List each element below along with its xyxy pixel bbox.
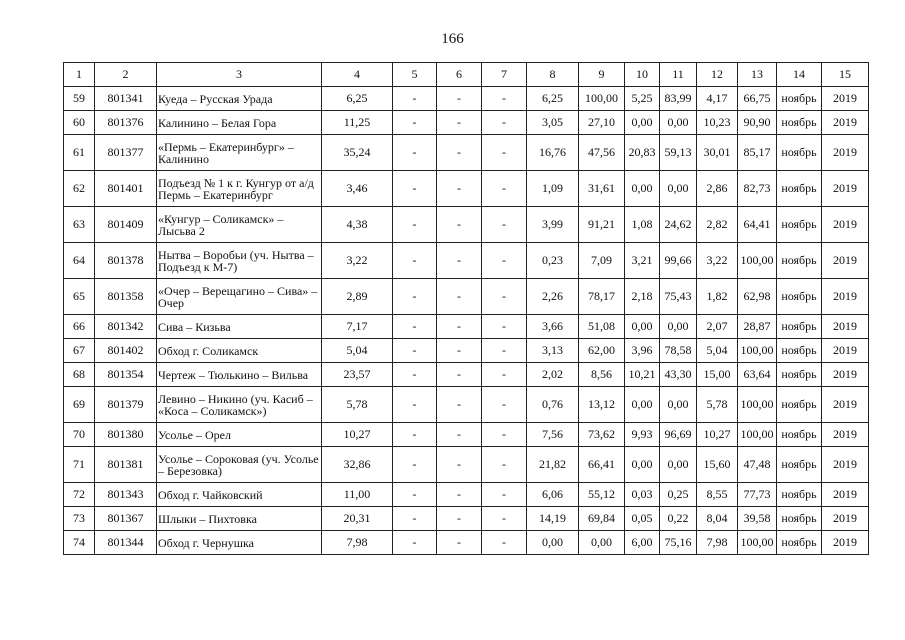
- col13-cell: 63,64: [738, 363, 777, 387]
- col6-cell: -: [437, 111, 482, 135]
- col10-cell: 0,05: [625, 507, 660, 531]
- col6-cell: -: [437, 387, 482, 423]
- col5-cell: -: [393, 339, 437, 363]
- table-row: [64, 111, 869, 135]
- col12-cell: 5,04: [697, 339, 738, 363]
- col10-cell: 6,00: [625, 531, 660, 555]
- year-cell: 2019: [822, 243, 869, 279]
- month-cell: ноябрь: [777, 531, 822, 555]
- month-cell: ноябрь: [777, 387, 822, 423]
- year-cell: 2019: [822, 447, 869, 483]
- col7-cell: -: [482, 531, 527, 555]
- table-row: [64, 483, 869, 507]
- col11-cell: 0,22: [660, 507, 697, 531]
- col5-cell: -: [393, 447, 437, 483]
- length-cell: 3,46: [322, 171, 393, 207]
- col13-cell: 100,00: [738, 423, 777, 447]
- col11-cell: 83,99: [660, 87, 697, 111]
- col11-cell: 59,13: [660, 135, 697, 171]
- road-name-cell: «Пермь – Екатеринбург» – Калинино: [157, 135, 322, 171]
- table-row: [64, 207, 869, 243]
- year-cell: 2019: [822, 111, 869, 135]
- col8-cell: 6,06: [527, 483, 579, 507]
- col12-cell: 8,04: [697, 507, 738, 531]
- col10-cell: 5,25: [625, 87, 660, 111]
- col7-cell: -: [482, 483, 527, 507]
- road-name-cell: Обход г. Чернушка: [157, 531, 322, 555]
- col11-cell: 0,00: [660, 315, 697, 339]
- col10-cell: 2,18: [625, 279, 660, 315]
- col7-cell: -: [482, 111, 527, 135]
- column-header: 7: [482, 63, 527, 87]
- col6-cell: -: [437, 363, 482, 387]
- col6-cell: -: [437, 339, 482, 363]
- col10-cell: 0,00: [625, 111, 660, 135]
- length-cell: 23,57: [322, 363, 393, 387]
- col8-cell: 7,56: [527, 423, 579, 447]
- month-cell: ноябрь: [777, 111, 822, 135]
- column-header: 10: [625, 63, 660, 87]
- col8-cell: 14,19: [527, 507, 579, 531]
- col7-cell: -: [482, 363, 527, 387]
- year-cell: 2019: [822, 531, 869, 555]
- col7-cell: -: [482, 207, 527, 243]
- road-repair-table: [63, 62, 869, 555]
- row-number-cell: 65: [64, 279, 95, 315]
- year-cell: 2019: [822, 87, 869, 111]
- road-name-cell: «Кунгур – Соликамск» – Лысьва 2: [157, 207, 322, 243]
- col9-cell: 91,21: [579, 207, 625, 243]
- col9-cell: 66,41: [579, 447, 625, 483]
- table-row: [64, 135, 869, 171]
- col8-cell: 3,13: [527, 339, 579, 363]
- col7-cell: -: [482, 279, 527, 315]
- col11-cell: 0,00: [660, 171, 697, 207]
- road-name-cell: «Очер – Верещагино – Сива» – Очер: [157, 279, 322, 315]
- road-code-cell: 801379: [95, 387, 157, 423]
- month-cell: ноябрь: [777, 363, 822, 387]
- col8-cell: 6,25: [527, 87, 579, 111]
- column-header: 5: [393, 63, 437, 87]
- road-name-cell: Шлыки – Пихтовка: [157, 507, 322, 531]
- road-name-cell: Усолье – Орел: [157, 423, 322, 447]
- col12-cell: 10,23: [697, 111, 738, 135]
- col8-cell: 3,66: [527, 315, 579, 339]
- col6-cell: -: [437, 171, 482, 207]
- col10-cell: 0,00: [625, 315, 660, 339]
- col13-cell: 85,17: [738, 135, 777, 171]
- road-code-cell: 801378: [95, 243, 157, 279]
- length-cell: 7,17: [322, 315, 393, 339]
- month-cell: ноябрь: [777, 447, 822, 483]
- length-cell: 11,00: [322, 483, 393, 507]
- col8-cell: 2,26: [527, 279, 579, 315]
- col6-cell: -: [437, 531, 482, 555]
- length-cell: 7,98: [322, 531, 393, 555]
- row-number-cell: 73: [64, 507, 95, 531]
- col8-cell: 2,02: [527, 363, 579, 387]
- col12-cell: 2,86: [697, 171, 738, 207]
- col7-cell: -: [482, 135, 527, 171]
- month-cell: ноябрь: [777, 171, 822, 207]
- col6-cell: -: [437, 507, 482, 531]
- col5-cell: -: [393, 111, 437, 135]
- col7-cell: -: [482, 315, 527, 339]
- col12-cell: 15,00: [697, 363, 738, 387]
- row-number-cell: 63: [64, 207, 95, 243]
- col13-cell: 47,48: [738, 447, 777, 483]
- length-cell: 11,25: [322, 111, 393, 135]
- col12-cell: 1,82: [697, 279, 738, 315]
- table-row: [64, 507, 869, 531]
- col8-cell: 3,99: [527, 207, 579, 243]
- table-row: [64, 447, 869, 483]
- column-header: 14: [777, 63, 822, 87]
- month-cell: ноябрь: [777, 315, 822, 339]
- row-number-cell: 74: [64, 531, 95, 555]
- col5-cell: -: [393, 207, 437, 243]
- col5-cell: -: [393, 507, 437, 531]
- col5-cell: -: [393, 87, 437, 111]
- year-cell: 2019: [822, 339, 869, 363]
- col11-cell: 99,66: [660, 243, 697, 279]
- column-header: 2: [95, 63, 157, 87]
- month-cell: ноябрь: [777, 87, 822, 111]
- col12-cell: 7,98: [697, 531, 738, 555]
- col12-cell: 8,55: [697, 483, 738, 507]
- col6-cell: -: [437, 423, 482, 447]
- year-cell: 2019: [822, 363, 869, 387]
- col5-cell: -: [393, 135, 437, 171]
- col6-cell: -: [437, 207, 482, 243]
- col13-cell: 39,58: [738, 507, 777, 531]
- col8-cell: 0,00: [527, 531, 579, 555]
- row-number-cell: 69: [64, 387, 95, 423]
- col6-cell: -: [437, 315, 482, 339]
- table-row: [64, 387, 869, 423]
- page-number: 166: [441, 31, 464, 47]
- column-header: 9: [579, 63, 625, 87]
- table-row: [64, 315, 869, 339]
- year-cell: 2019: [822, 171, 869, 207]
- col12-cell: 15,60: [697, 447, 738, 483]
- column-header: 3: [157, 63, 322, 87]
- row-number-cell: 59: [64, 87, 95, 111]
- header-row: [64, 63, 869, 87]
- month-cell: ноябрь: [777, 135, 822, 171]
- month-cell: ноябрь: [777, 243, 822, 279]
- length-cell: 10,27: [322, 423, 393, 447]
- road-code-cell: 801401: [95, 171, 157, 207]
- col13-cell: 66,75: [738, 87, 777, 111]
- col5-cell: -: [393, 423, 437, 447]
- year-cell: 2019: [822, 387, 869, 423]
- col12-cell: 4,17: [697, 87, 738, 111]
- col12-cell: 2,82: [697, 207, 738, 243]
- col8-cell: 0,23: [527, 243, 579, 279]
- row-number-cell: 72: [64, 483, 95, 507]
- year-cell: 2019: [822, 315, 869, 339]
- col13-cell: 64,41: [738, 207, 777, 243]
- col13-cell: 100,00: [738, 339, 777, 363]
- col10-cell: 0,00: [625, 387, 660, 423]
- road-code-cell: 801341: [95, 87, 157, 111]
- col13-cell: 100,00: [738, 243, 777, 279]
- road-code-cell: 801344: [95, 531, 157, 555]
- col11-cell: 0,00: [660, 447, 697, 483]
- col8-cell: 16,76: [527, 135, 579, 171]
- table-row: [64, 171, 869, 207]
- road-name-cell: Левино – Никино (уч. Касиб – «Коса – Соликамск»): [157, 387, 322, 423]
- road-code-cell: 801342: [95, 315, 157, 339]
- col9-cell: 0,00: [579, 531, 625, 555]
- road-name-cell: Обход г. Чайковский: [157, 483, 322, 507]
- col5-cell: -: [393, 315, 437, 339]
- col12-cell: 3,22: [697, 243, 738, 279]
- col11-cell: 96,69: [660, 423, 697, 447]
- col6-cell: -: [437, 447, 482, 483]
- road-code-cell: 801380: [95, 423, 157, 447]
- col9-cell: 47,56: [579, 135, 625, 171]
- col13-cell: 82,73: [738, 171, 777, 207]
- col6-cell: -: [437, 279, 482, 315]
- col8-cell: 3,05: [527, 111, 579, 135]
- road-code-cell: 801358: [95, 279, 157, 315]
- year-cell: 2019: [822, 207, 869, 243]
- col11-cell: 0,00: [660, 111, 697, 135]
- column-header: 15: [822, 63, 869, 87]
- length-cell: 20,31: [322, 507, 393, 531]
- col7-cell: -: [482, 423, 527, 447]
- row-number-cell: 66: [64, 315, 95, 339]
- col8-cell: 1,09: [527, 171, 579, 207]
- road-name-cell: Нытва – Воробьи (уч. Нытва – Подъезд к М-7): [157, 243, 322, 279]
- road-name-cell: Чертеж – Тюлькино – Вильва: [157, 363, 322, 387]
- col9-cell: 7,09: [579, 243, 625, 279]
- col8-cell: 0,76: [527, 387, 579, 423]
- length-cell: 3,22: [322, 243, 393, 279]
- month-cell: ноябрь: [777, 339, 822, 363]
- col5-cell: -: [393, 363, 437, 387]
- col11-cell: 43,30: [660, 363, 697, 387]
- road-name-cell: Усолье – Сороковая (уч. Усолье – Березовка): [157, 447, 322, 483]
- year-cell: 2019: [822, 423, 869, 447]
- road-code-cell: 801376: [95, 111, 157, 135]
- row-number-cell: 62: [64, 171, 95, 207]
- col11-cell: 24,62: [660, 207, 697, 243]
- col9-cell: 55,12: [579, 483, 625, 507]
- row-number-cell: 68: [64, 363, 95, 387]
- col13-cell: 77,73: [738, 483, 777, 507]
- column-header: 1: [64, 63, 95, 87]
- year-cell: 2019: [822, 483, 869, 507]
- col10-cell: 0,00: [625, 447, 660, 483]
- month-cell: ноябрь: [777, 507, 822, 531]
- row-number-cell: 67: [64, 339, 95, 363]
- col7-cell: -: [482, 447, 527, 483]
- col9-cell: 100,00: [579, 87, 625, 111]
- col9-cell: 62,00: [579, 339, 625, 363]
- col9-cell: 69,84: [579, 507, 625, 531]
- col11-cell: 75,16: [660, 531, 697, 555]
- col13-cell: 90,90: [738, 111, 777, 135]
- col12-cell: 30,01: [697, 135, 738, 171]
- column-header: 13: [738, 63, 777, 87]
- col8-cell: 21,82: [527, 447, 579, 483]
- col7-cell: -: [482, 339, 527, 363]
- col10-cell: 3,96: [625, 339, 660, 363]
- col13-cell: 62,98: [738, 279, 777, 315]
- col9-cell: 13,12: [579, 387, 625, 423]
- col9-cell: 27,10: [579, 111, 625, 135]
- table-body: [64, 87, 869, 555]
- row-number-cell: 61: [64, 135, 95, 171]
- road-code-cell: 801367: [95, 507, 157, 531]
- column-header: 4: [322, 63, 393, 87]
- col11-cell: 78,58: [660, 339, 697, 363]
- road-name-cell: Подъезд № 1 к г. Кунгур от а/д Пермь – Екатеринбург: [157, 171, 322, 207]
- col6-cell: -: [437, 483, 482, 507]
- col9-cell: 51,08: [579, 315, 625, 339]
- row-number-cell: 71: [64, 447, 95, 483]
- col9-cell: 8,56: [579, 363, 625, 387]
- column-header: 12: [697, 63, 738, 87]
- col9-cell: 31,61: [579, 171, 625, 207]
- col7-cell: -: [482, 87, 527, 111]
- table-row: [64, 339, 869, 363]
- year-cell: 2019: [822, 507, 869, 531]
- col13-cell: 28,87: [738, 315, 777, 339]
- road-code-cell: 801402: [95, 339, 157, 363]
- col5-cell: -: [393, 171, 437, 207]
- col10-cell: 1,08: [625, 207, 660, 243]
- table-row: [64, 363, 869, 387]
- road-name-cell: Сива – Кизьва: [157, 315, 322, 339]
- col10-cell: 20,83: [625, 135, 660, 171]
- col10-cell: 9,93: [625, 423, 660, 447]
- col12-cell: 2,07: [697, 315, 738, 339]
- col6-cell: -: [437, 243, 482, 279]
- col7-cell: -: [482, 243, 527, 279]
- col10-cell: 0,00: [625, 171, 660, 207]
- col5-cell: -: [393, 387, 437, 423]
- col6-cell: -: [437, 87, 482, 111]
- column-header: 6: [437, 63, 482, 87]
- road-name-cell: Куеда – Русская Урада: [157, 87, 322, 111]
- row-number-cell: 60: [64, 111, 95, 135]
- col12-cell: 10,27: [697, 423, 738, 447]
- col13-cell: 100,00: [738, 387, 777, 423]
- table-row: [64, 531, 869, 555]
- table-row: [64, 423, 869, 447]
- col7-cell: -: [482, 507, 527, 531]
- month-cell: ноябрь: [777, 423, 822, 447]
- column-header: 11: [660, 63, 697, 87]
- month-cell: ноябрь: [777, 279, 822, 315]
- table-row: [64, 87, 869, 111]
- col10-cell: 0,03: [625, 483, 660, 507]
- col9-cell: 73,62: [579, 423, 625, 447]
- col6-cell: -: [437, 135, 482, 171]
- road-name-cell: Обход г. Соликамск: [157, 339, 322, 363]
- year-cell: 2019: [822, 135, 869, 171]
- col11-cell: 0,00: [660, 387, 697, 423]
- row-number-cell: 70: [64, 423, 95, 447]
- road-name-cell: Калинино – Белая Гора: [157, 111, 322, 135]
- col13-cell: 100,00: [738, 531, 777, 555]
- col7-cell: -: [482, 171, 527, 207]
- length-cell: 35,24: [322, 135, 393, 171]
- column-header: 8: [527, 63, 579, 87]
- length-cell: 6,25: [322, 87, 393, 111]
- row-number-cell: 64: [64, 243, 95, 279]
- road-code-cell: 801381: [95, 447, 157, 483]
- length-cell: 5,78: [322, 387, 393, 423]
- col9-cell: 78,17: [579, 279, 625, 315]
- month-cell: ноябрь: [777, 483, 822, 507]
- length-cell: 2,89: [322, 279, 393, 315]
- table-row: [64, 279, 869, 315]
- col5-cell: -: [393, 243, 437, 279]
- col12-cell: 5,78: [697, 387, 738, 423]
- road-code-cell: 801354: [95, 363, 157, 387]
- table-row: [64, 243, 869, 279]
- road-code-cell: 801343: [95, 483, 157, 507]
- road-code-cell: 801377: [95, 135, 157, 171]
- col5-cell: -: [393, 483, 437, 507]
- col10-cell: 3,21: [625, 243, 660, 279]
- length-cell: 32,86: [322, 447, 393, 483]
- road-code-cell: 801409: [95, 207, 157, 243]
- col5-cell: -: [393, 531, 437, 555]
- year-cell: 2019: [822, 279, 869, 315]
- length-cell: 4,38: [322, 207, 393, 243]
- col11-cell: 0,25: [660, 483, 697, 507]
- col7-cell: -: [482, 387, 527, 423]
- length-cell: 5,04: [322, 339, 393, 363]
- month-cell: ноябрь: [777, 207, 822, 243]
- col11-cell: 75,43: [660, 279, 697, 315]
- col5-cell: -: [393, 279, 437, 315]
- col10-cell: 10,21: [625, 363, 660, 387]
